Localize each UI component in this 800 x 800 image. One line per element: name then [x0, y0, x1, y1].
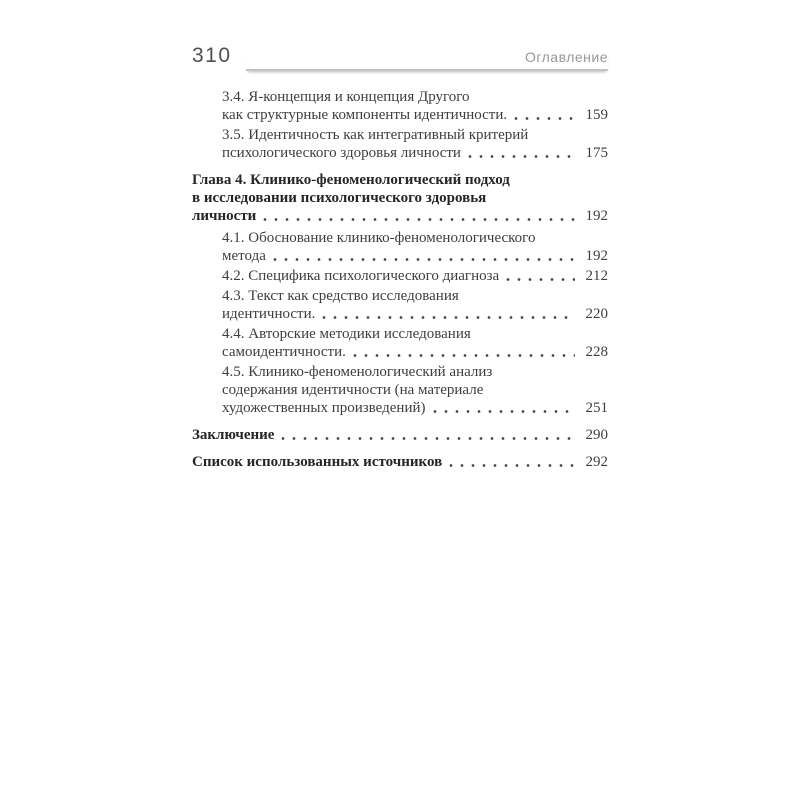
dot-leader — [449, 463, 575, 468]
toc-entry — [192, 325, 608, 361]
toc-line-text: 4.2. Специфика психологического диагноза — [222, 268, 500, 284]
toc-line — [222, 267, 608, 285]
toc-page-number: 175 — [585, 145, 608, 161]
toc-page-number: 251 — [585, 400, 608, 416]
toc-line — [222, 229, 608, 247]
toc-line — [222, 343, 608, 361]
toc-line — [222, 144, 608, 162]
toc-line — [192, 453, 608, 471]
dot-leader — [514, 116, 575, 121]
toc-line — [222, 247, 608, 265]
toc-line-text: художественных произведений) — [222, 400, 426, 416]
toc-line — [222, 363, 608, 381]
dot-leader — [263, 217, 575, 222]
dot-leader — [433, 409, 576, 414]
dot-leader — [468, 154, 575, 159]
toc-line-text: идентичности. — [222, 306, 316, 322]
toc-line-text: 4.4. Авторские методики исследования — [222, 326, 471, 342]
toc-line-text: психологического здоровья личности — [222, 145, 461, 161]
header-rule — [246, 50, 608, 71]
toc-line — [192, 171, 608, 189]
toc-line — [192, 426, 608, 444]
toc-line-text: в исследовании психологического здоровья — [192, 190, 487, 206]
table-of-contents — [192, 88, 608, 471]
dot-leader — [322, 315, 575, 320]
toc-entry — [192, 267, 608, 285]
toc-line-text: личности — [192, 208, 257, 224]
toc-entry — [192, 229, 608, 265]
running-header — [192, 45, 608, 71]
toc-line-text: метода — [222, 248, 266, 264]
toc-line-text: Глава 4. Клинико-феноменологический подход — [192, 172, 510, 188]
toc-entry — [192, 126, 608, 162]
page-content — [192, 45, 608, 475]
toc-line — [222, 126, 608, 144]
toc-page-number: 290 — [585, 427, 608, 443]
toc-line — [222, 88, 608, 106]
dot-leader — [273, 257, 575, 262]
toc-entry — [192, 426, 608, 444]
toc-line-text: Список использованных источников — [192, 454, 443, 470]
toc-line-text: Заключение — [192, 427, 275, 443]
toc-line-text: 4.5. Клинико-феноменологический анализ — [222, 364, 493, 380]
dot-leader — [353, 353, 575, 358]
toc-line — [222, 287, 608, 305]
toc-line — [222, 399, 608, 417]
toc-line — [222, 381, 608, 399]
toc-entry — [192, 363, 608, 417]
toc-entry — [192, 287, 608, 323]
toc-page-number: 292 — [585, 454, 608, 470]
toc-line-text: 4.3. Текст как средство исследования — [222, 288, 459, 304]
toc-line — [222, 305, 608, 323]
toc-line-text: как структурные компоненты идентичности. — [222, 107, 508, 123]
toc-entry — [192, 171, 608, 225]
toc-line-text: содержания идентичности (на материале — [222, 382, 484, 398]
toc-line — [192, 207, 608, 225]
toc-page-number: 192 — [585, 248, 608, 264]
toc-page-number: 159 — [585, 107, 608, 123]
toc-line-text: 4.1. Обоснование клинико-феноменологического — [222, 230, 536, 246]
toc-page-number: 220 — [585, 306, 608, 322]
toc-page-number: 212 — [585, 268, 608, 284]
dot-leader — [281, 436, 575, 441]
toc-line-text: 3.5. Идентичность как интегративный критерий — [222, 127, 529, 143]
toc-entry — [192, 88, 608, 124]
toc-line — [192, 189, 608, 207]
toc-page-number: 228 — [585, 344, 608, 360]
toc-line — [222, 106, 608, 124]
toc-line-text: самоидентичности. — [222, 344, 346, 360]
toc-page-number: 192 — [585, 208, 608, 224]
toc-line-text: 3.4. Я-концепция и концепция Другого — [222, 89, 470, 105]
dot-leader — [506, 277, 575, 282]
page-number-folio: 310 — [192, 44, 232, 67]
toc-line — [222, 325, 608, 343]
running-title: Оглавление — [524, 49, 608, 65]
toc-entry — [192, 453, 608, 471]
